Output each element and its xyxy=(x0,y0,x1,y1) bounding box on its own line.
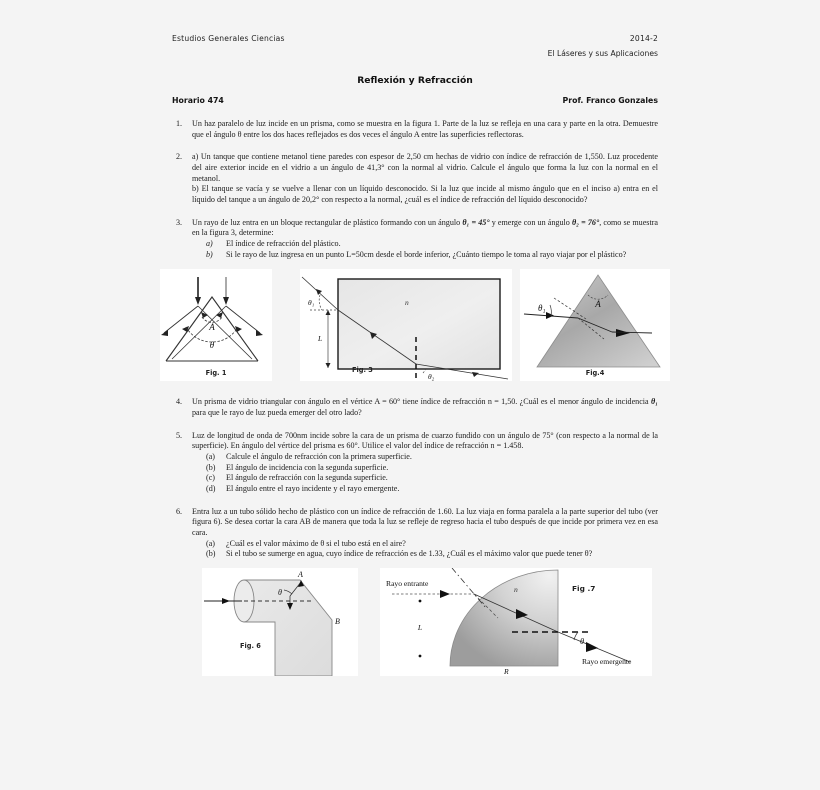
subitem-label: (a) xyxy=(206,538,215,548)
problem-number: 1. xyxy=(176,119,183,128)
problem-statement xyxy=(192,218,658,239)
page-title: Reflexión y Refracción xyxy=(357,75,473,86)
problem-item-3 xyxy=(172,218,658,261)
figure-6-caption: Fig. 6 xyxy=(240,642,261,651)
figure-6 xyxy=(202,568,358,676)
professor-label: Prof. Franco Gonzales xyxy=(562,96,658,105)
problem-paragraph: Entra luz a un tubo sólido hecho de plástico con un índice de refracción de 1.60. La luz viaja en forma paralela a la parte superior del tubo (ver figura 6). Se desea cortar la cara AB de manera que toda la luz se refleje de regreso hacia el tubo después de que incide por primera vez en esa cara. xyxy=(192,506,658,538)
header-row-subject xyxy=(172,49,658,58)
figure-4 xyxy=(520,269,670,381)
problem-tail-text: para que le rayo de luz pueda emerger del otro lado? xyxy=(192,408,362,418)
subitem-text: Calcule el ángulo de refracción con la primera superficie. xyxy=(226,452,412,462)
subitem-label: (a) xyxy=(206,452,215,462)
subitem-text: El ángulo de incidencia con la segunda superficie. xyxy=(226,462,389,472)
term-label: 2014-2 xyxy=(629,34,658,43)
label-theta: θ xyxy=(278,588,282,598)
problem-lead-text: Un rayo de luz entra en un bloque rectangular de plástico formando con un ángulo xyxy=(192,217,463,227)
list-item xyxy=(206,239,658,250)
problem-number: 5. xyxy=(176,430,183,440)
problem-body xyxy=(192,152,658,205)
list-item xyxy=(206,452,658,463)
subitem-text: El índice de refracción del plástico. xyxy=(226,239,341,249)
problem-body xyxy=(192,119,658,140)
figure-band-top xyxy=(172,269,658,387)
label-angle-theta: θ xyxy=(209,340,215,351)
label-n: n xyxy=(405,298,409,308)
problem-subitems xyxy=(192,452,658,495)
list-item xyxy=(206,463,658,474)
problem-item-4 xyxy=(172,397,658,418)
problem-item-1 xyxy=(172,119,658,140)
problem-paragraph: b) El tanque se vacía y se vuelve a llenar con un líquido desconocido. Si la luz que incide al mismo ángulo que en el inciso a) entra en el líquido del tanque a un ángulo de 20,2° con respecto a la normal, ¿cuál es el índice de refracción del líquido desconocido? xyxy=(192,184,658,205)
label-n: n xyxy=(514,585,518,595)
subitem-text: El ángulo de refracción con la segunda superficie. xyxy=(226,473,388,483)
subitem-label: (b) xyxy=(206,462,216,472)
figure-6-drawing xyxy=(202,568,358,676)
figure-1 xyxy=(160,269,272,381)
header-row-bottom xyxy=(172,96,658,105)
list-item xyxy=(206,549,658,560)
label-outgoing-ray: Rayo emergente xyxy=(582,657,632,667)
list-item xyxy=(206,484,658,495)
label-incoming-ray: Rayo entrante xyxy=(386,579,429,589)
subitem-text: ¿Cuál es el valor máximo de θ si el tubo está en el aire? xyxy=(226,538,406,548)
problem-paragraph: Un haz paralelo de luz incide en un prisma, como se muestra en la figura 1. Parte de la luz se refleja en una cara y parte en la otra. Demuestre que el ángulo θ entre los dos haces reflejados es dos veces el ángulo A entre las superficies reflectoras. xyxy=(192,119,658,139)
figure-band-bottom xyxy=(172,568,658,680)
problem-body xyxy=(192,397,658,418)
figure-4-caption: Fig.4 xyxy=(585,369,605,378)
label-angle-a: A xyxy=(209,322,215,333)
problem-number: 3. xyxy=(176,217,183,227)
label-theta2: θ₂ xyxy=(428,372,435,382)
figure-3-drawing xyxy=(300,269,512,381)
problem-item-6 xyxy=(172,507,658,560)
problem-number: 4. xyxy=(176,397,183,407)
subitem-label: (c) xyxy=(206,473,215,483)
problem-list xyxy=(172,119,658,260)
problem-body xyxy=(192,218,658,261)
subitem-label: b) xyxy=(206,249,213,259)
problem-subitems xyxy=(192,239,658,260)
subitem-text: El ángulo entre el rayo incidente y el rayo emergente. xyxy=(226,484,400,494)
figure-3 xyxy=(300,269,512,381)
problem-tail-text: , como se muestra en la figura 3, determine: xyxy=(192,217,658,238)
problem-paragraph: a) Un tanque que contiene metanol tiene paredes con espesor de 2,50 cm hechas de vidrio con índice de refracción de 1,550. Luz procedente del aire exterior incide en el vidrio a un ángulo de 41,3° con la normal al vidrio. Calcule el ángulo que forma la luz con la normal en el metanol. xyxy=(192,152,658,183)
problem-statement xyxy=(192,397,658,418)
label-R: R xyxy=(504,667,509,677)
problem-item-2 xyxy=(172,152,658,205)
label-theta1: θ₁ xyxy=(538,303,546,314)
list-item xyxy=(206,250,658,261)
figure-7-caption: Fig .7 xyxy=(572,584,596,594)
subitem-label: (d) xyxy=(206,484,216,494)
figure-4-drawing xyxy=(520,269,670,381)
problem-number: 6. xyxy=(176,506,183,516)
theta2-value: θ₂ = 76° xyxy=(571,217,600,227)
subitem-text: Si el tubo se sumerge en agua, cuyo índice de refracción es de 1.33, ¿Cuál es el máximo valor que puede tener θ? xyxy=(226,549,593,559)
label-a: A xyxy=(298,570,303,580)
theta1-value: θ₁ = 45° xyxy=(462,217,490,227)
problem-lead-text: Un prisma de vidrio triangular con ángulo en el vértice A = 60° tiene índice de refracción n = 1,50. ¿Cuál es el menor ángulo de incidencia xyxy=(192,397,651,407)
schedule-label: Horario 474 xyxy=(172,96,224,105)
problem-list-lower xyxy=(172,397,658,560)
label-b: B xyxy=(335,617,340,627)
label-angle-a: A xyxy=(595,299,601,310)
subitem-text: Si le rayo de luz ingresa en un punto L=50cm desde el borde inferior, ¿Cuánto tiempo le toma al rayo viajar por el plástico? xyxy=(226,249,627,259)
problem-subitems xyxy=(192,539,658,560)
theta1-symbol: θ₁ xyxy=(650,397,658,407)
label-L: L xyxy=(318,334,323,344)
document-content xyxy=(172,34,658,680)
label-L: L xyxy=(417,623,423,633)
course-name: Estudios Generales Ciencias xyxy=(172,34,285,43)
figure-3-caption: Fig. 3 xyxy=(352,366,373,375)
problem-body xyxy=(192,507,658,560)
figure-1-caption: Fig. 1 xyxy=(205,369,227,378)
label-theta: θ xyxy=(580,637,585,647)
subitem-label: a) xyxy=(206,239,213,249)
figure-7 xyxy=(380,568,652,676)
header-row-top xyxy=(172,34,658,43)
figure-7-drawing xyxy=(380,568,652,676)
label-theta1: θ₁ xyxy=(308,298,315,308)
problem-paragraph: Luz de longitud de onda de 700nm incide sobre la cara de un prisma de cuarzo fundido con un ángulo de 75° (con respecto a la normal de la superficie). En ángulo del vértice del prisma es 60°. Utilice el valor del índice de refracción n = 1.458. xyxy=(192,430,658,451)
problem-item-5 xyxy=(172,431,658,495)
problem-mid-text: y emerge con un ángulo xyxy=(489,217,572,227)
figure-1-drawing xyxy=(160,269,272,381)
subitem-label: (b) xyxy=(206,549,216,559)
list-item xyxy=(206,539,658,550)
problem-body xyxy=(192,431,658,495)
problem-number: 2. xyxy=(176,152,183,162)
list-item xyxy=(206,473,658,484)
subject-name: El Láseres y sus Aplicaciones xyxy=(547,49,658,58)
